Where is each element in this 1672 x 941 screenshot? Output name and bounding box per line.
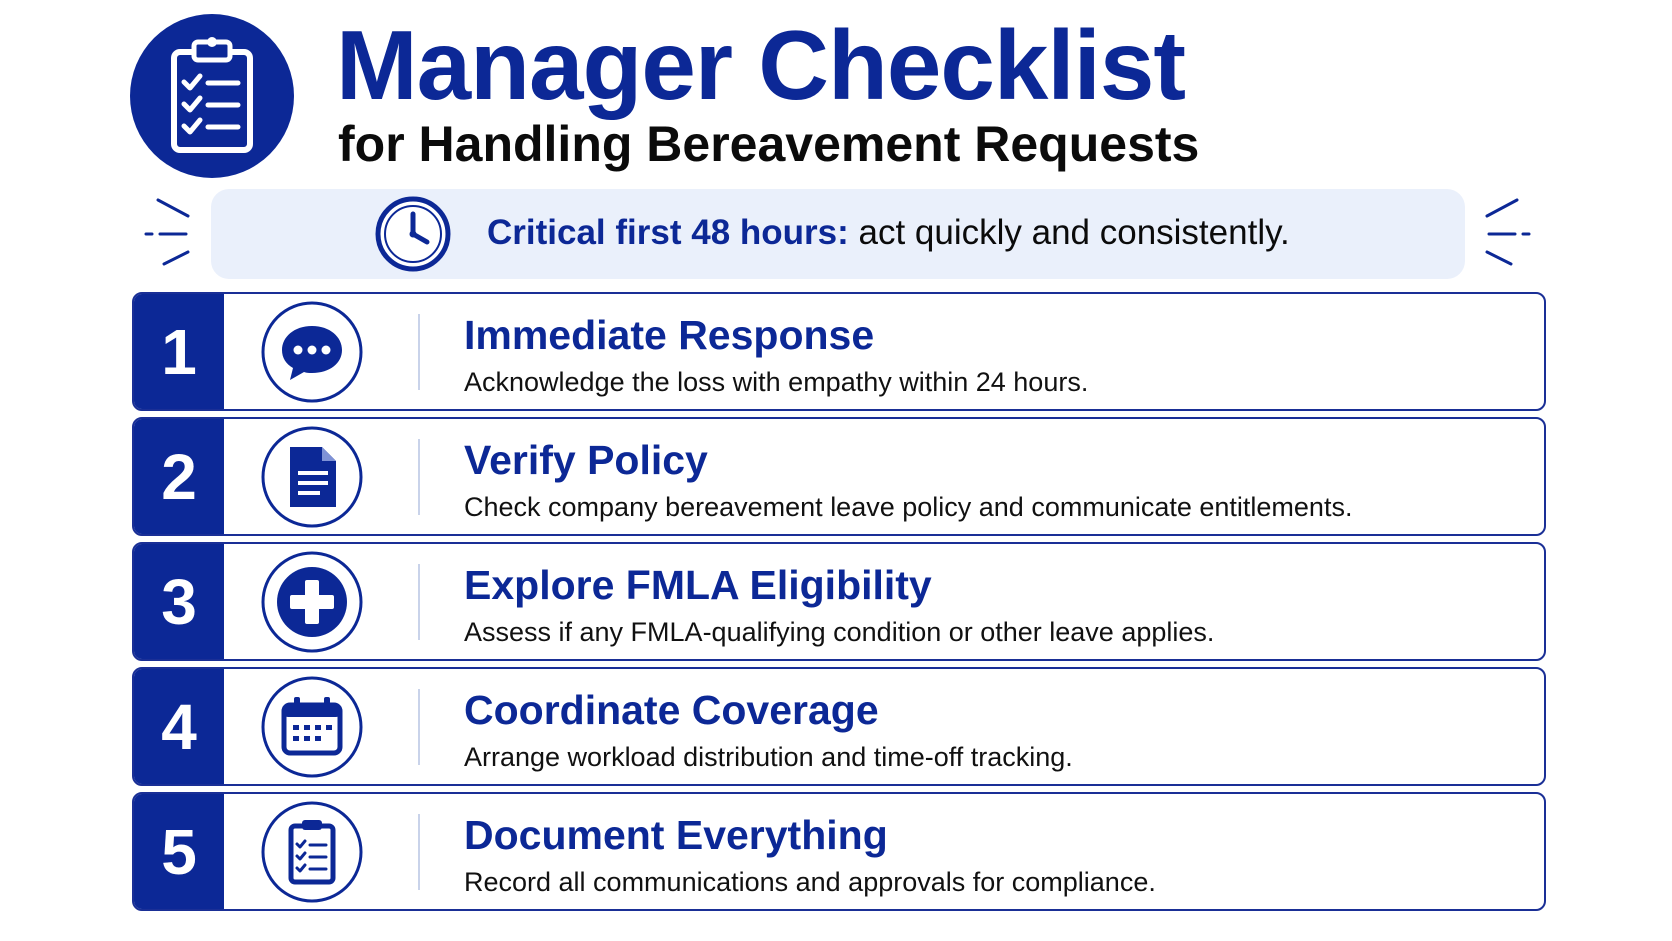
emphasis-dashes-left-icon [142,194,192,274]
clipboard-icon [260,800,364,904]
step-title: Verify Policy [464,437,708,483]
emphasis-dashes-right-icon [1483,194,1533,274]
step-title: Document Everything [464,812,888,858]
checklist-step [132,542,1546,661]
step-title: Explore FMLA Eligibility [464,562,932,608]
document-icon [260,425,364,529]
step-title: Immediate Response [464,312,875,358]
checklist-step [132,417,1546,536]
header [130,12,1530,182]
step-number: 1 [134,294,224,409]
step-divider [418,689,420,765]
chat-bubble-icon [260,300,364,404]
step-number: 3 [134,544,224,659]
page-title: Manager Checklist [336,10,1185,120]
calendar-icon [260,675,364,779]
step-number: 5 [134,794,224,909]
critical-banner [211,189,1465,279]
checklist-step [132,292,1546,411]
step-title: Coordinate Coverage [464,687,879,733]
banner-message: act quickly and consistently. [848,213,1290,252]
checklist-step [132,792,1546,911]
step-description: Assess if any FMLA-qualifying condition or other leave applies. [464,617,1215,647]
clock-icon [374,195,452,273]
step-description: Acknowledge the loss with empathy within 24 hours. [464,367,1089,397]
step-number: 4 [134,669,224,784]
step-divider [418,564,420,640]
step-description: Arrange workload distribution and time-off tracking. [464,742,1073,772]
clipboard-checklist-icon [130,14,294,178]
medical-cross-icon [260,550,364,654]
banner-highlight: Critical first 48 hours: [487,213,849,252]
banner-text [487,211,1290,255]
step-description: Check company bereavement leave policy and communicate entitlements. [464,492,1353,522]
step-divider [418,439,420,515]
checklist-steps [132,292,1546,917]
step-number: 2 [134,419,224,534]
step-description: Record all communications and approvals for compliance. [464,867,1156,897]
checklist-step [132,667,1546,786]
step-divider [418,314,420,390]
step-divider [418,814,420,890]
page-subtitle: for Handling Bereavement Requests [338,116,1200,172]
